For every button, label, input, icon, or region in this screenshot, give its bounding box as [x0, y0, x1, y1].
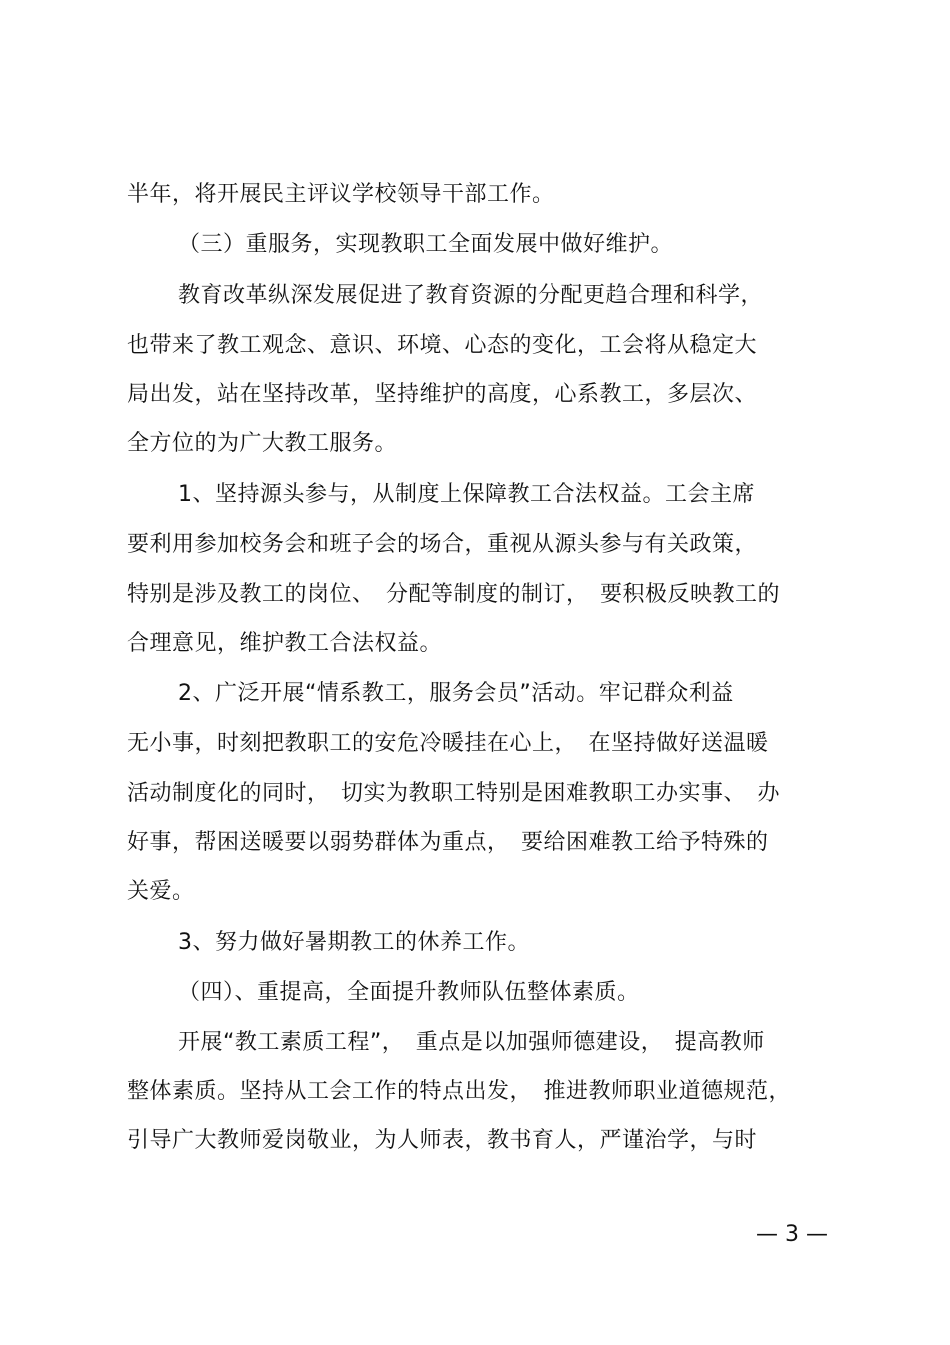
text-line: 全方位的为广大教工服务。 — [127, 431, 398, 456]
section-heading: （三）重服务，实现教职工全面发展中做好维护。 — [178, 232, 674, 257]
page-number: — 3 — — [756, 1222, 828, 1247]
text-line: 1、坚持源头参与，从制度上保障教工合法权益。工会主席 — [178, 482, 755, 507]
text-line: 半年，将开展民主评议学校领导干部工作。 — [127, 182, 555, 207]
text-line: 好事，帮困送暖要以弱势群体为重点， 要给困难教工给予特殊的 — [127, 830, 769, 855]
text-line: 合理意见，维护教工合法权益。 — [127, 631, 443, 656]
text-line: 局出发，站在坚持改革，坚持维护的高度，心系教工，多层次、 — [127, 382, 758, 407]
text-line: 3、努力做好暑期教工的休养工作。 — [178, 930, 530, 955]
text-line: 特别是涉及教工的岗位、 分配等制度的制订， 要积极反映教工的 — [127, 582, 781, 607]
text-line: 开展“教工素质工程”， 重点是以加强师德建设， 提高教师 — [178, 1030, 765, 1055]
text-line: 教育改革纵深发展促进了教育资源的分配更趋合理和科学， — [178, 283, 764, 308]
text-line: 也带来了教工观念、意识、环境、心态的变化，工会将从稳定大 — [127, 333, 758, 358]
section-heading: （四）、重提高，全面提升教师队伍整体素质。 — [178, 980, 640, 1005]
text-line: 引导广大教师爱岗敬业，为人师表，教书育人，严谨治学，与时 — [127, 1128, 758, 1153]
text-line: 活动制度化的同时， 切实为教职工特别是困难教职工办实事、 办 — [127, 781, 781, 806]
text-line: 2、广泛开展“情系教工，服务会员”活动。牢记群众利益 — [178, 681, 734, 706]
text-line: 要利用参加校务会和班子会的场合，重视从源头参与有关政策， — [127, 532, 758, 557]
text-line: 整体素质。坚持从工会工作的特点出发， 推进教师职业道德规范， — [127, 1079, 792, 1104]
text-line: 无小事，时刻把教职工的安危冷暖挂在心上， 在坚持做好送温暖 — [127, 731, 769, 756]
text-line: 关爱。 — [127, 879, 195, 904]
